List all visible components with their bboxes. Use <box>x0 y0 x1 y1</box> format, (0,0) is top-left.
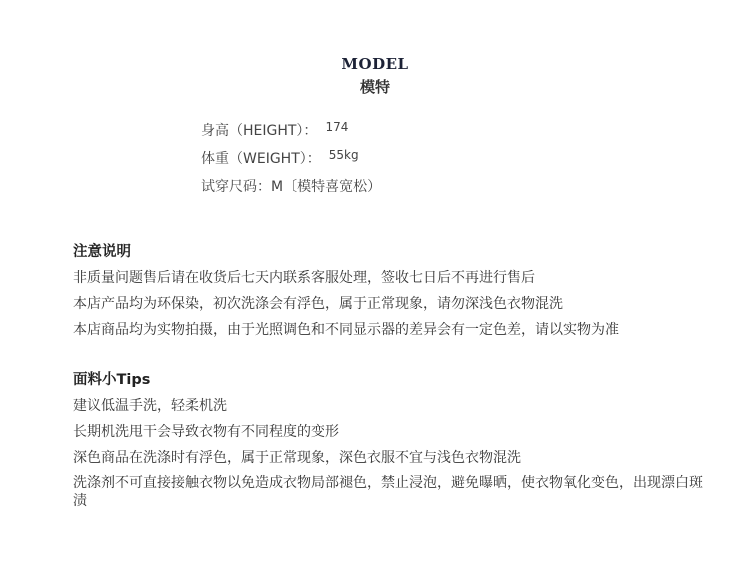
tips-line: 洗涤剂不可直接接触衣物以免造成衣物局部褪色，禁止浸泡，避免曝晒，使衣物氧化变色，出现漂白斑渍 <box>73 475 703 509</box>
spec-size-value: M〔模特喜宽松） <box>271 179 382 195</box>
notes-title: 注意说明 <box>73 244 131 260</box>
model-title-en: MODEL <box>341 55 409 73</box>
spec-height-label: 身高（HEIGHT）： <box>201 123 318 139</box>
tips-title: 面料小Tips <box>73 372 151 388</box>
tips-section <box>73 370 713 516</box>
notes-line: 本店产品均为环保染，初次洗涤会有浮色，属于正常现象，请勿深浅色衣物混洗 <box>73 296 563 312</box>
model-spec-list <box>201 121 381 205</box>
spec-weight-label: 体重（WEIGHT）： <box>201 151 321 167</box>
spec-size-label: 试穿尺码： <box>201 179 271 195</box>
spec-weight-value: 55kg <box>328 148 359 162</box>
tips-line: 建议低温手洗，轻柔机洗 <box>73 398 227 414</box>
notes-line: 非质量问题售后请在收货后七天内联系客服处理，签收七日后不再进行售后 <box>73 270 535 286</box>
notes-line: 本店商品均为实物拍摄，由于光照调色和不同显示器的差异会有一定色差，请以实物为准 <box>73 322 619 338</box>
spec-row-weight <box>201 149 381 177</box>
notes-section <box>73 242 713 346</box>
spec-row-height <box>201 121 381 149</box>
tips-line: 长期机洗甩干会导致衣物有不同程度的变形 <box>73 424 339 440</box>
spec-row-size <box>201 177 381 205</box>
model-header <box>0 54 750 98</box>
spec-height-value: 174 <box>325 120 349 134</box>
model-title-cn: 模特 <box>359 78 390 96</box>
tips-line: 深色商品在洗涤时有浮色，属于正常现象，深色衣服不宜与浅色衣物混洗 <box>73 450 521 466</box>
